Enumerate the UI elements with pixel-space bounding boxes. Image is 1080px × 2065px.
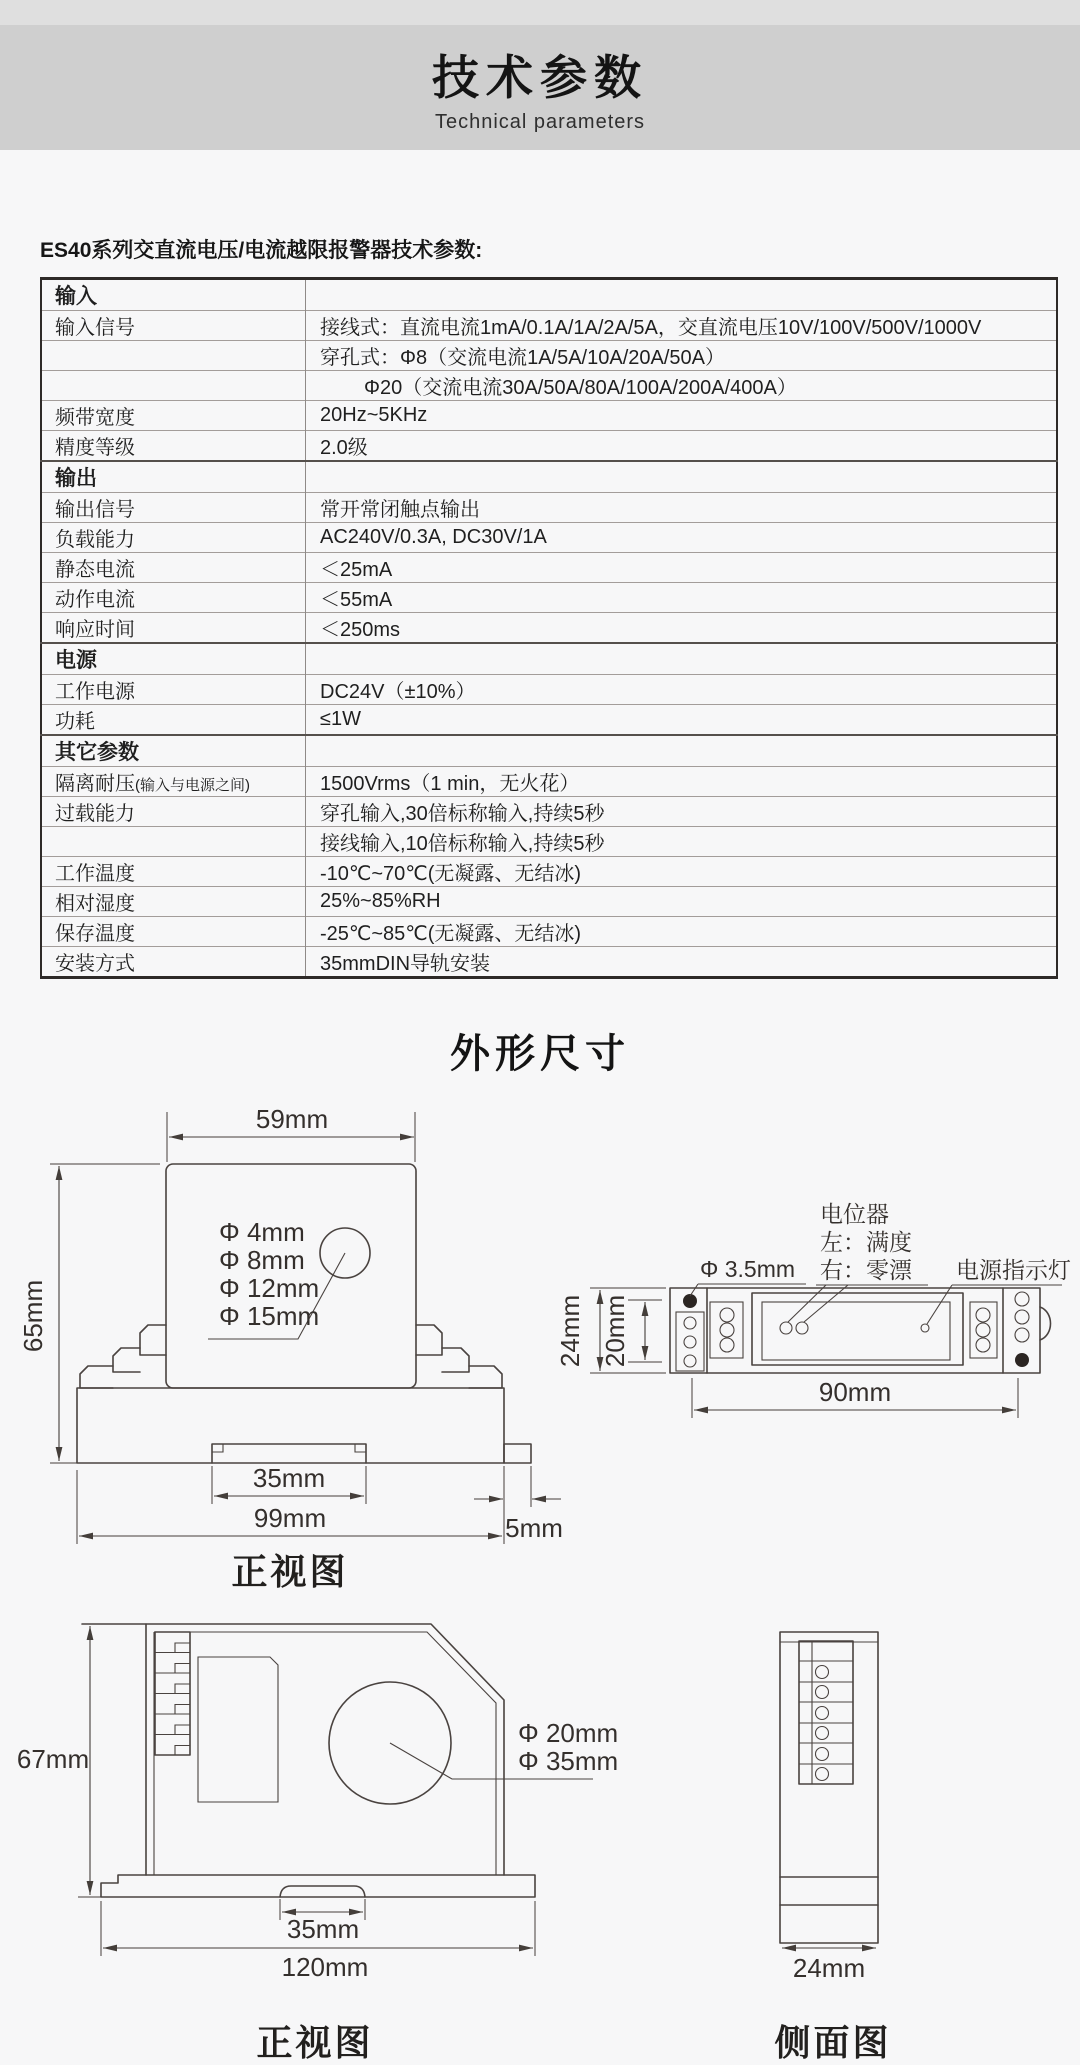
dim-base-width: 99mm [253,1503,327,1533]
potentiometer-label-left: 左：满度 [820,1229,912,1255]
potentiometer-label-title: 电位器 [820,1201,889,1227]
table-row: 保存温度 -25℃~85℃(无凝露、无结冰) [41,917,1057,947]
table-row: 负载能力 AC240V/0.3A, DC30V/1A [41,523,1057,553]
mount-hole-label: Φ 3.5mm [700,1256,796,1282]
table-row: 响应时间 ＜250ms [41,613,1057,644]
table-intro-line: ES40系列交直流电压/电流越限报警器技术参数: [40,239,483,262]
drawing-caption: 正视图 [231,1551,349,1592]
mount-hole-filled [683,1294,697,1308]
power-led-label: 电源指示灯 [956,1257,1071,1283]
table-row: 动作电流 ＜55mA [41,583,1057,613]
drawing-top-view [555,1201,1071,1418]
dim-body-width: 59mm [255,1104,329,1134]
drawing-front-top-view [18,1104,563,1592]
dim-body-height: 65mm [18,1279,48,1353]
hole-label: Φ 15mm [219,1301,320,1331]
table-row: 输出信号 常开常闭触点输出 [41,493,1057,523]
drawing-front-bottom-view [17,1624,618,2063]
table-row: 精度等级 2.0级 [41,431,1057,462]
table-row: 其它参数 [41,735,1057,767]
dim-total-height: 24mm [555,1294,585,1368]
page-title: 技术参数 [432,51,648,104]
header-band [0,25,1080,150]
potentiometer-left [780,1322,792,1334]
table-row: 静态电流 ＜25mA [41,553,1057,583]
dim-width: 120mm [281,1952,369,1982]
table-row: 工作电源 DC24V（±10%） [41,675,1057,705]
table-row: 输出 [41,461,1057,493]
dim-width: 24mm [792,1953,866,1983]
dim-hole-spacing: 90mm [818,1377,892,1407]
dim-din-slot: 35mm [252,1463,326,1493]
dim-height: 67mm [16,1744,90,1774]
hole-label: Φ 20mm [518,1718,619,1748]
drawing-caption: 侧面图 [774,2022,892,2063]
table-row: 隔离耐压(输入与电源之间) 1500Vrms（1 min，无火花） [41,767,1057,797]
spec-table [40,277,1058,979]
spec-table-wrap [40,277,1058,979]
drawing-side-view [774,1632,891,2063]
table-row: 功耗 ≤1W [41,705,1057,736]
potentiometer-right [796,1322,808,1334]
dim-din-slot: 35mm [286,1914,360,1944]
outline-drawings [0,1090,1080,2065]
outline-section-heading: 外形尺寸 [450,1032,630,1076]
table-row: 穿孔式：Φ8（交流电流1A/5A/10A/20A/50A） [41,341,1057,371]
table-row: 相对湿度 25%~85%RH [41,887,1057,917]
table-row: 输入 [41,279,1057,311]
hole-label: Φ 4mm [219,1217,305,1247]
table-row: 接线输入,10倍标称输入,持续5秒 [41,827,1057,857]
table-row: Φ20（交流电流30A/50A/80A/100A/200A/400A） [41,371,1057,401]
dim-latch: 5mm [505,1513,563,1543]
page-subtitle: Technical parameters [434,111,646,133]
table-row: 频带宽度 20Hz~5KHz [41,401,1057,431]
table-row: 过载能力 穿孔输入,30倍标称输入,持续5秒 [41,797,1057,827]
drawing-caption: 正视图 [256,2022,374,2063]
table-row: 输入信号 接线式：直流电流1mA/0.1A/1A/2A/5A，交直流电压10V/100V/500V/1000V [41,311,1057,341]
header-top-strip [0,0,1080,25]
potentiometer-label-right: 右：零漂 [820,1257,912,1283]
hole-label: Φ 12mm [219,1273,320,1303]
hole-label: Φ 35mm [518,1746,619,1776]
table-row: 工作温度 -10℃~70℃(无凝露、无结冰) [41,857,1057,887]
mount-hole-filled [1015,1353,1029,1367]
hole-label: Φ 8mm [219,1245,305,1275]
power-led [921,1324,929,1332]
table-row: 电源 [41,643,1057,675]
table-row: 安装方式 35mmDIN导轨安装 [41,947,1057,978]
dim-inner-height: 20mm [600,1294,630,1368]
